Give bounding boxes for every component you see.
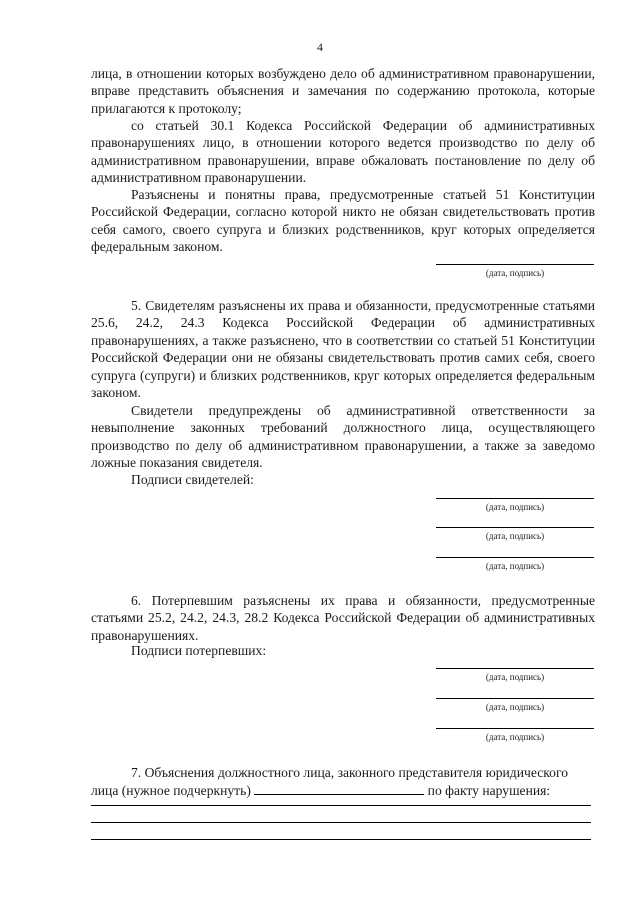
witness-signature-line-3[interactable]	[436, 557, 594, 572]
section-7-line-2	[91, 782, 595, 799]
explanation-line-3[interactable]	[91, 839, 591, 840]
explanation-line-2[interactable]	[91, 822, 591, 823]
section-7-line-1: 7. Объяснения должностного лица, законного представителя юридического	[131, 765, 568, 780]
signature-caption: (дата, подпись)	[485, 531, 545, 541]
signature-caption: (дата, подпись)	[485, 502, 545, 512]
section-6-text: 6. Потерпевшим разъяснены их права и обязанности, предусмотренные статьями 25.2, 24.2, 24.3, 28.2 Кодекса Российской Федерации об административных правонарушениях.	[91, 593, 595, 643]
section-7-line-2-end: по факту нарушения:	[427, 783, 551, 798]
witness-signature-line-2[interactable]	[436, 527, 594, 542]
paragraph-continuation: лица, в отношении которых возбуждено дело об административном правонарушении, вправе представить объяснения и замечания по содержанию протокола, которые прилагаются к протоколу;	[91, 66, 595, 116]
section-5-warning: Свидетели предупреждены об административной ответственности за невыполнение законных требований должностного лица, осуществляющего производство по делу об административном правонарушении, а также за заведомо ложные показания свидетеля.	[91, 403, 595, 471]
signature-caption: (дата, подпись)	[485, 672, 545, 682]
explanation-line-1[interactable]	[91, 805, 591, 806]
section-7-line-2-start: лица (нужное подчеркнуть)	[91, 783, 251, 798]
paragraph-article-30-1: со статьей 30.1 Кодекса Российской Федерации об административных правонарушениях лицо, в отношении которого ведется производство по делу об административном правонарушении, вправе обжаловать постановление по делу об административном правонарушении.	[91, 118, 595, 186]
underline-blank[interactable]	[254, 782, 424, 795]
victim-signature-line-3[interactable]	[436, 728, 594, 743]
section-5-text: 5. Свидетелям разъяснены их права и обязанности, предусмотренные статьями 25.6, 24.2, 24.3 Кодекса Российской Федерации об административных правонарушениях, а также разъяснено, что в соответствии со статьей 51 Конституции Российской Федерации они не обязаны свидетельствовать против самих себя, своего супруга (супруги) и близких родственников, круг которых определяется федеральным законом.	[91, 298, 595, 401]
victim-signature-line-1[interactable]	[436, 668, 594, 683]
signature-caption: (дата, подпись)	[485, 268, 545, 278]
paragraph-constitution-article-51: Разъяснены и понятны права, предусмотренные статьей 51 Конституции Российской Федерации, согласно которой никто не обязан свидетельствовать против себя самого, своего супруга и близких родственников, круг которых определяется федеральным законом.	[91, 187, 595, 255]
signature-caption: (дата, подпись)	[485, 561, 545, 571]
witness-signatures-label: Подписи свидетелей:	[131, 472, 254, 487]
page-number: 4	[317, 40, 323, 54]
victim-signatures-label: Подписи потерпевших:	[131, 643, 267, 658]
signature-caption: (дата, подпись)	[485, 732, 545, 742]
victim-signature-line-2[interactable]	[436, 698, 594, 713]
signature-line-1[interactable]	[436, 264, 594, 279]
witness-signature-line-1[interactable]	[436, 498, 594, 513]
signature-caption: (дата, подпись)	[485, 702, 545, 712]
